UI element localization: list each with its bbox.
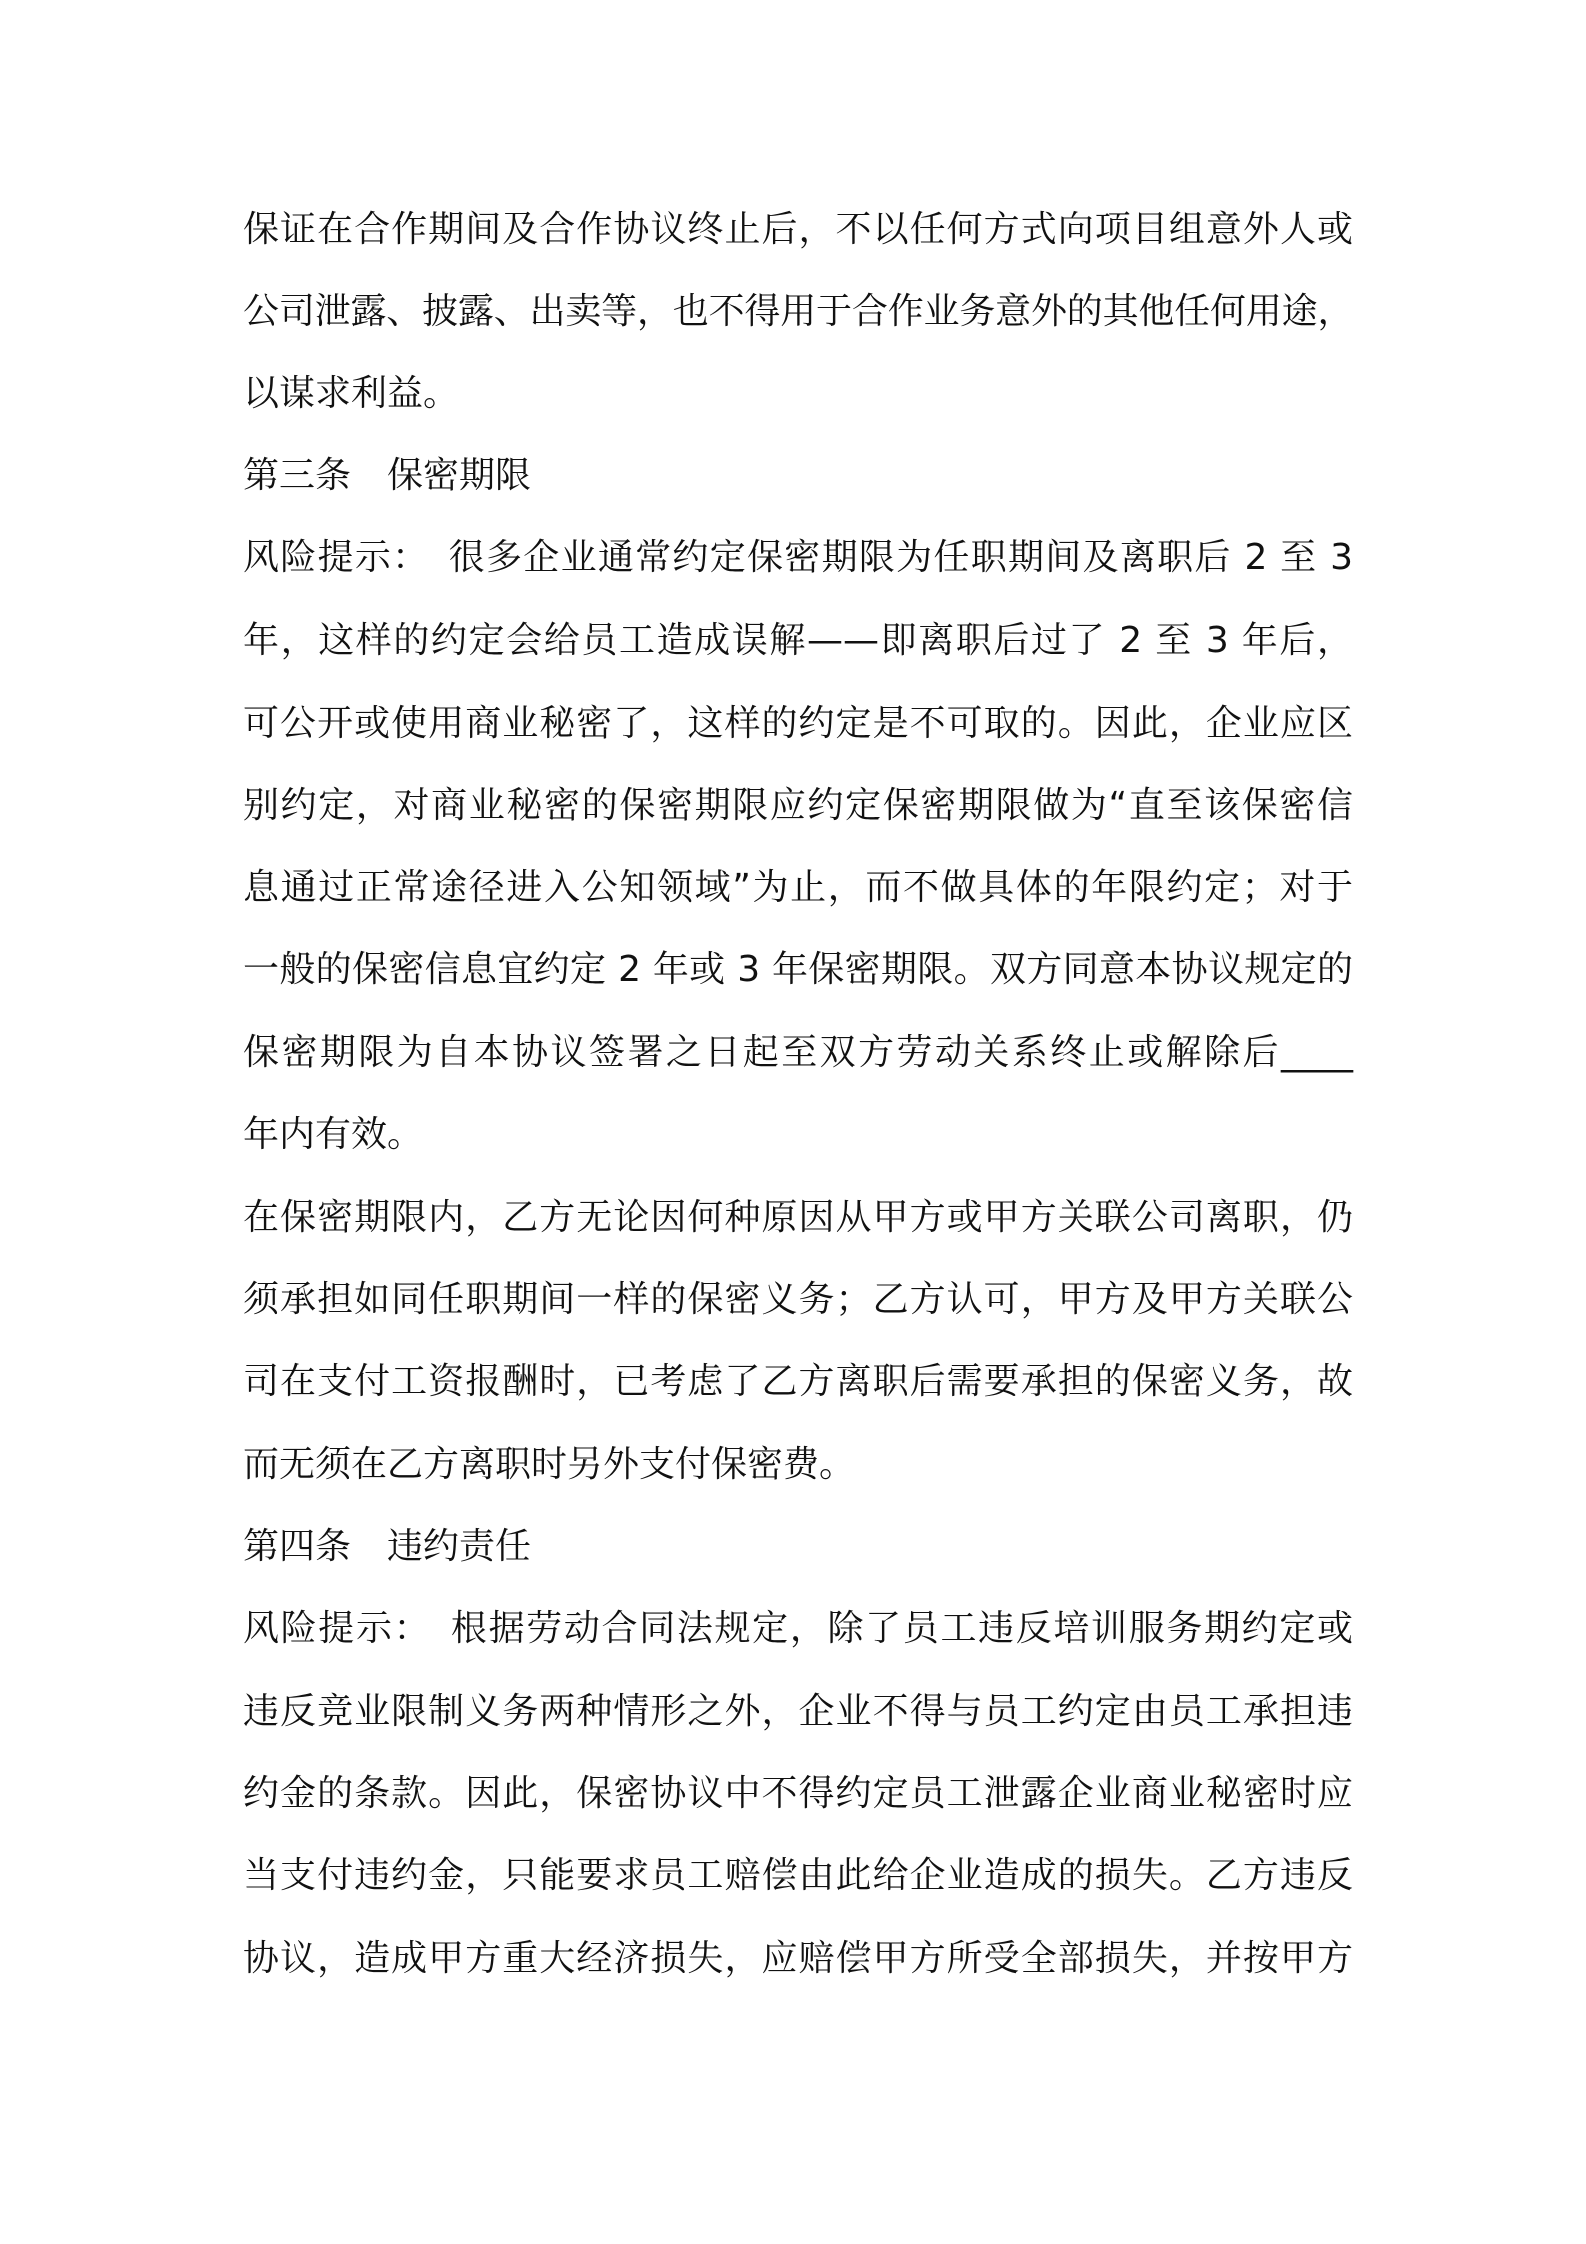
section-heading-article-3: 第三条 保密期限 [243,455,532,496]
text-line-14: 须承担如同任职期间一样的保密义务；乙方认可，甲方及甲方关联公 [243,1279,1353,1320]
text-line-20: 约金的条款。因此，保密协议中不得约定员工泄露企业商业秘密时应 [243,1773,1353,1814]
text-line-3: 以谋求利益。 [243,373,460,414]
text-line-13: 在保密期限内，乙方无论因何种原因从甲方或甲方关联公司离职，仍 [243,1197,1353,1238]
section-heading-article-4: 第四条 违约责任 [243,1526,532,1567]
text-line-11: 保密期限为自本协议签署之日起至双方劳动关系终止或解除后____ [243,1032,1353,1073]
text-line-12: 年内有效。 [243,1114,424,1155]
text-line-10: 一般的保密信息宜约定 2 年或 3 年保密期限。双方同意本协议规定的 [243,949,1353,990]
text-line-19: 违反竞业限制义务两种情形之外，企业不得与员工约定由员工承担违 [243,1691,1353,1732]
text-line-8: 别约定，对商业秘密的保密期限应约定保密期限做为“直至该保密信 [243,785,1353,826]
text-line-2: 公司泄露、披露、出卖等，也不得用于合作业务意外的其他任何用途， [243,291,1353,332]
text-line-16: 而无须在乙方离职时另外支付保密费。 [243,1444,856,1485]
text-line-21: 当支付违约金，只能要求员工赔偿由此给企业造成的损失。乙方违反 [243,1855,1353,1896]
text-line-9: 息通过正常途径进入公知领域”为止，而不做具体的年限约定；对于 [243,867,1353,908]
text-line-7: 可公开或使用商业秘密了，这样的约定是不可取的。因此，企业应区 [243,703,1353,744]
text-line-22: 协议，造成甲方重大经济损失，应赔偿甲方所受全部损失，并按甲方 [243,1938,1353,1979]
text-line-1: 保证在合作期间及合作协议终止后，不以任何方式向项目组意外人或 [243,209,1353,250]
text-line-6: 年，这样的约定会给员工造成误解——即离职后过了 2 至 3 年后， [243,620,1353,661]
text-line-18: 风险提示： 根据劳动合同法规定，除了员工违反培训服务期约定或 [243,1608,1353,1649]
text-line-15: 司在支付工资报酬时，已考虑了乙方离职后需要承担的保密义务，故 [243,1361,1353,1402]
text-line-5: 风险提示： 很多企业通常约定保密期限为任职期间及离职后 2 至 3 [243,537,1353,578]
